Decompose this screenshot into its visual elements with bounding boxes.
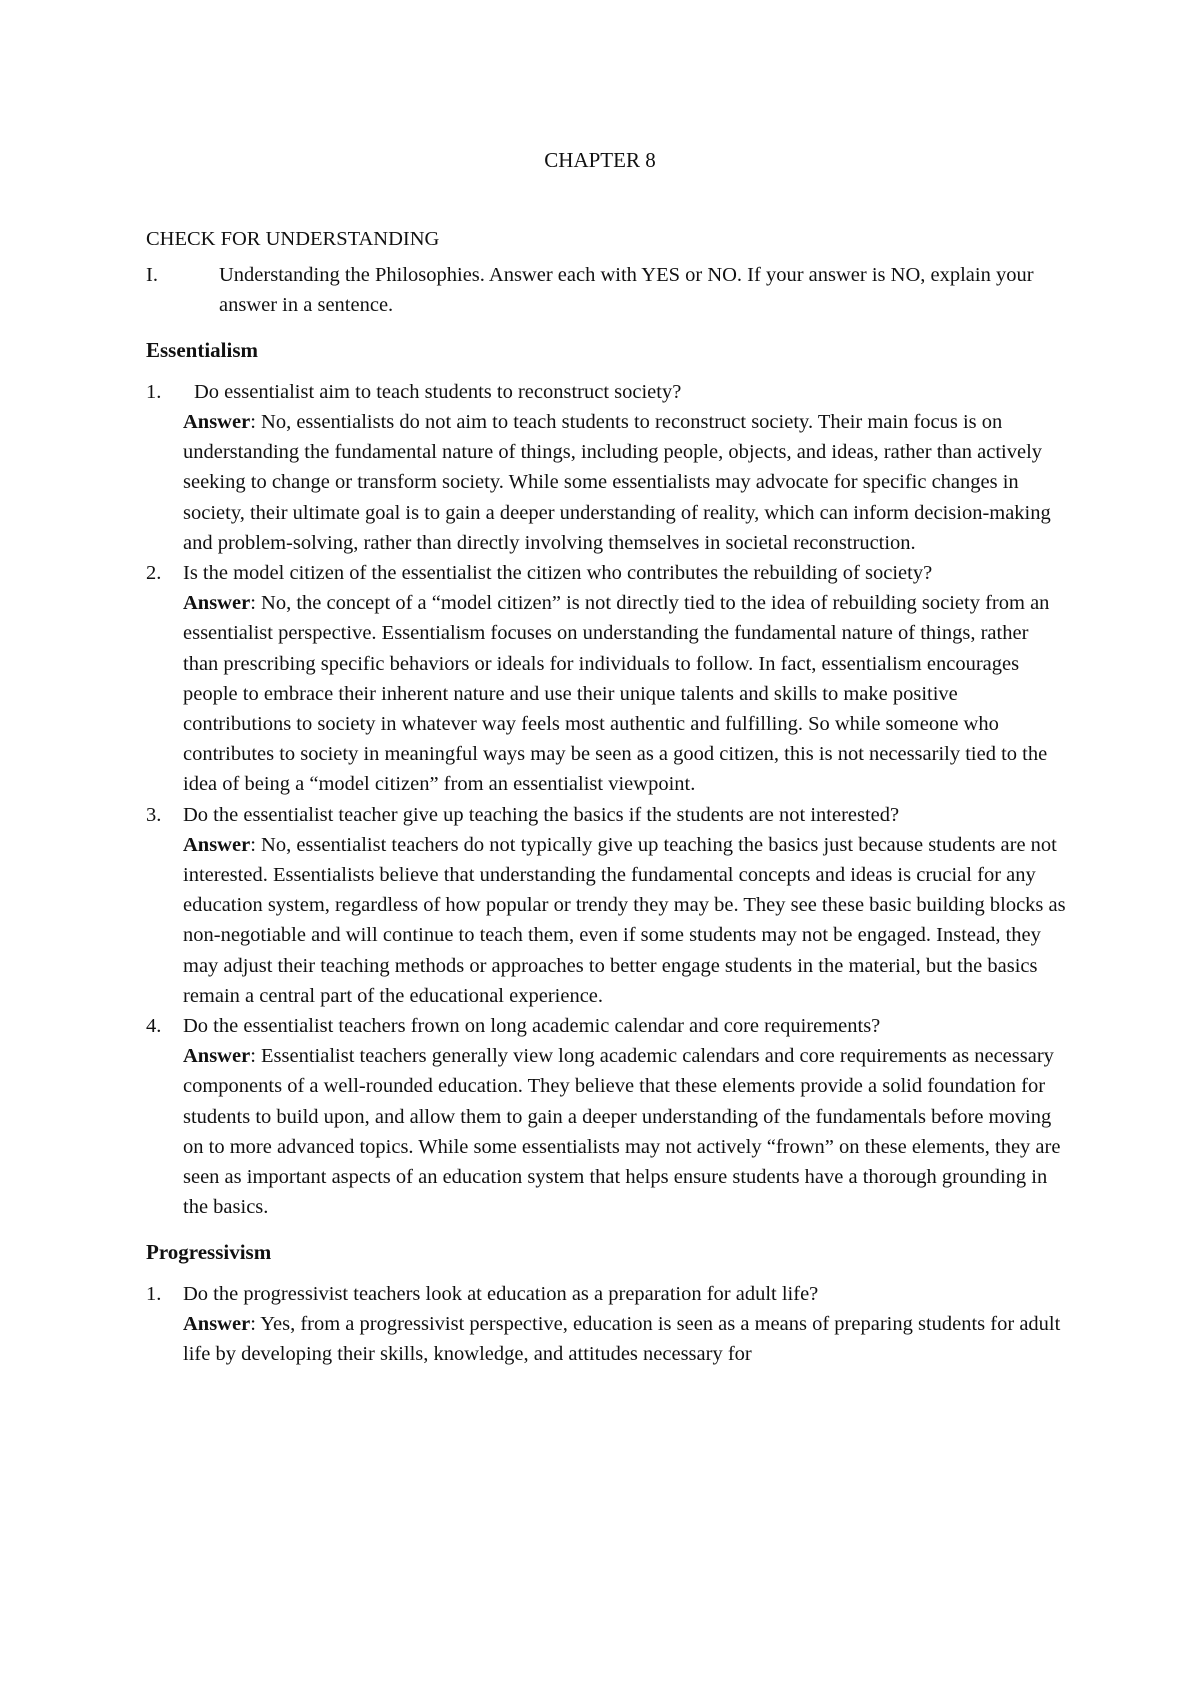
instruction-number: I. (146, 264, 158, 287)
list-item (146, 558, 1066, 800)
answer-label: Answer (183, 1312, 251, 1335)
answer-block (183, 1041, 1066, 1222)
answer-label: Answer (183, 592, 251, 615)
answer-text: : No, essentialists do not aim to teach students to reconstruct society. Their main focus is on understanding the fundamental nature of things, including people, objects, and ideas, rather than actively seeking to change or transform society. While some essentialists may advocate for specific changes in society, their ultimate goal is to gain a deeper understanding of reality, which can inform decision-making and problem-solving, rather than directly involving themselves in societal reconstruction. (183, 411, 1051, 554)
question-number: 1. (146, 380, 162, 403)
answer-label: Answer (183, 833, 251, 856)
question-number: 3. (146, 803, 162, 826)
chapter-title: CHAPTER 8 (544, 148, 656, 172)
question-text: Do the essentialist teacher give up teaching the basics if the students are not interested? (183, 803, 900, 826)
list-item (146, 1011, 1066, 1222)
question-text: Is the model citizen of the essentialist the citizen who contributes the rebuilding of society? (183, 562, 933, 585)
check-heading: CHECK FOR UNDERSTANDING (146, 228, 440, 250)
answer-label: Answer (183, 411, 251, 434)
section-heading-essentialism: Essentialism (146, 337, 259, 362)
question-text: Do the progressivist teachers look at education as a preparation for adult life? (183, 1282, 819, 1305)
progressivism-question-list (146, 1279, 1066, 1370)
question-body (183, 1011, 1066, 1222)
answer-block (183, 407, 1066, 558)
essentialism-question-list (146, 377, 1066, 1223)
document-content (146, 224, 1066, 1369)
list-item (146, 377, 1066, 558)
question-body (183, 377, 1066, 558)
answer-text: : No, essentialist teachers do not typically give up teaching the basics just because students are not interested. Essentialists believe that understanding the fundamental concepts and ideas is crucial for any education system, regardless of how popular or trendy they may be. They see these basic building blocks as non-negotiable and will continue to teach them, even if some students may not be engaged. Instead, they may adjust their teaching methods or approaches to better engage students in the material, but the basics remain a central part of the educational experience. (183, 833, 1066, 1007)
answer-block (183, 1309, 1066, 1369)
answer-text: : Essentialist teachers generally view long academic calendars and core requirements as necessary components of a well-rounded education. They believe that these elements provide a solid foundation for students to build upon, and allow them to gain a deeper understanding of the fundamentals before moving on to more advanced topics. While some essentialists may not actively “frown” on these elements, they are seen as important aspects of an education system that helps ensure students have a thorough grounding in the basics. (183, 1045, 1061, 1219)
question-body (183, 1279, 1066, 1370)
answer-text: : No, the concept of a “model citizen” is not directly tied to the idea of rebuilding society from an essentialist perspective. Essentialism focuses on understanding the fundamental nature of things, rather than prescribing specific behaviors or ideals for individuals to follow. In fact, essentialism encourages people to embrace their inherent nature and use their unique talents and skills to make positive contributions to society in whatever way feels most authentic and fulfilling. So while someone who contributes to society in meaningful ways may be seen as a good citizen, this is not necessarily tied to the idea of being a “model citizen” from an essentialist viewpoint. (183, 592, 1050, 796)
list-item (146, 800, 1066, 1011)
instruction-text: Understanding the Philosophies. Answer each with YES or NO. If your answer is NO, explain your answer in a sentence. (219, 264, 1034, 317)
question-body (183, 800, 1066, 1011)
answer-text: : Yes, from a progressivist perspective, education is seen as a means of preparing students for adult life by developing their skills, knowledge, and attitudes necessary for (183, 1312, 1061, 1366)
instruction (146, 260, 1066, 320)
answer-block (183, 830, 1066, 1011)
question-number: 2. (146, 562, 162, 585)
question-number: 1. (146, 1282, 162, 1305)
answer-label: Answer (183, 1045, 251, 1068)
answer-block (183, 588, 1066, 799)
question-body (183, 558, 1066, 800)
list-item (146, 1279, 1066, 1370)
section-heading-progressivism: Progressivism (146, 1239, 272, 1264)
question-text: Do the essentialist teachers frown on long academic calendar and core requirements? (183, 1015, 881, 1038)
question-number: 4. (146, 1015, 162, 1038)
question-text: Do essentialist aim to teach students to reconstruct society? (194, 380, 682, 403)
